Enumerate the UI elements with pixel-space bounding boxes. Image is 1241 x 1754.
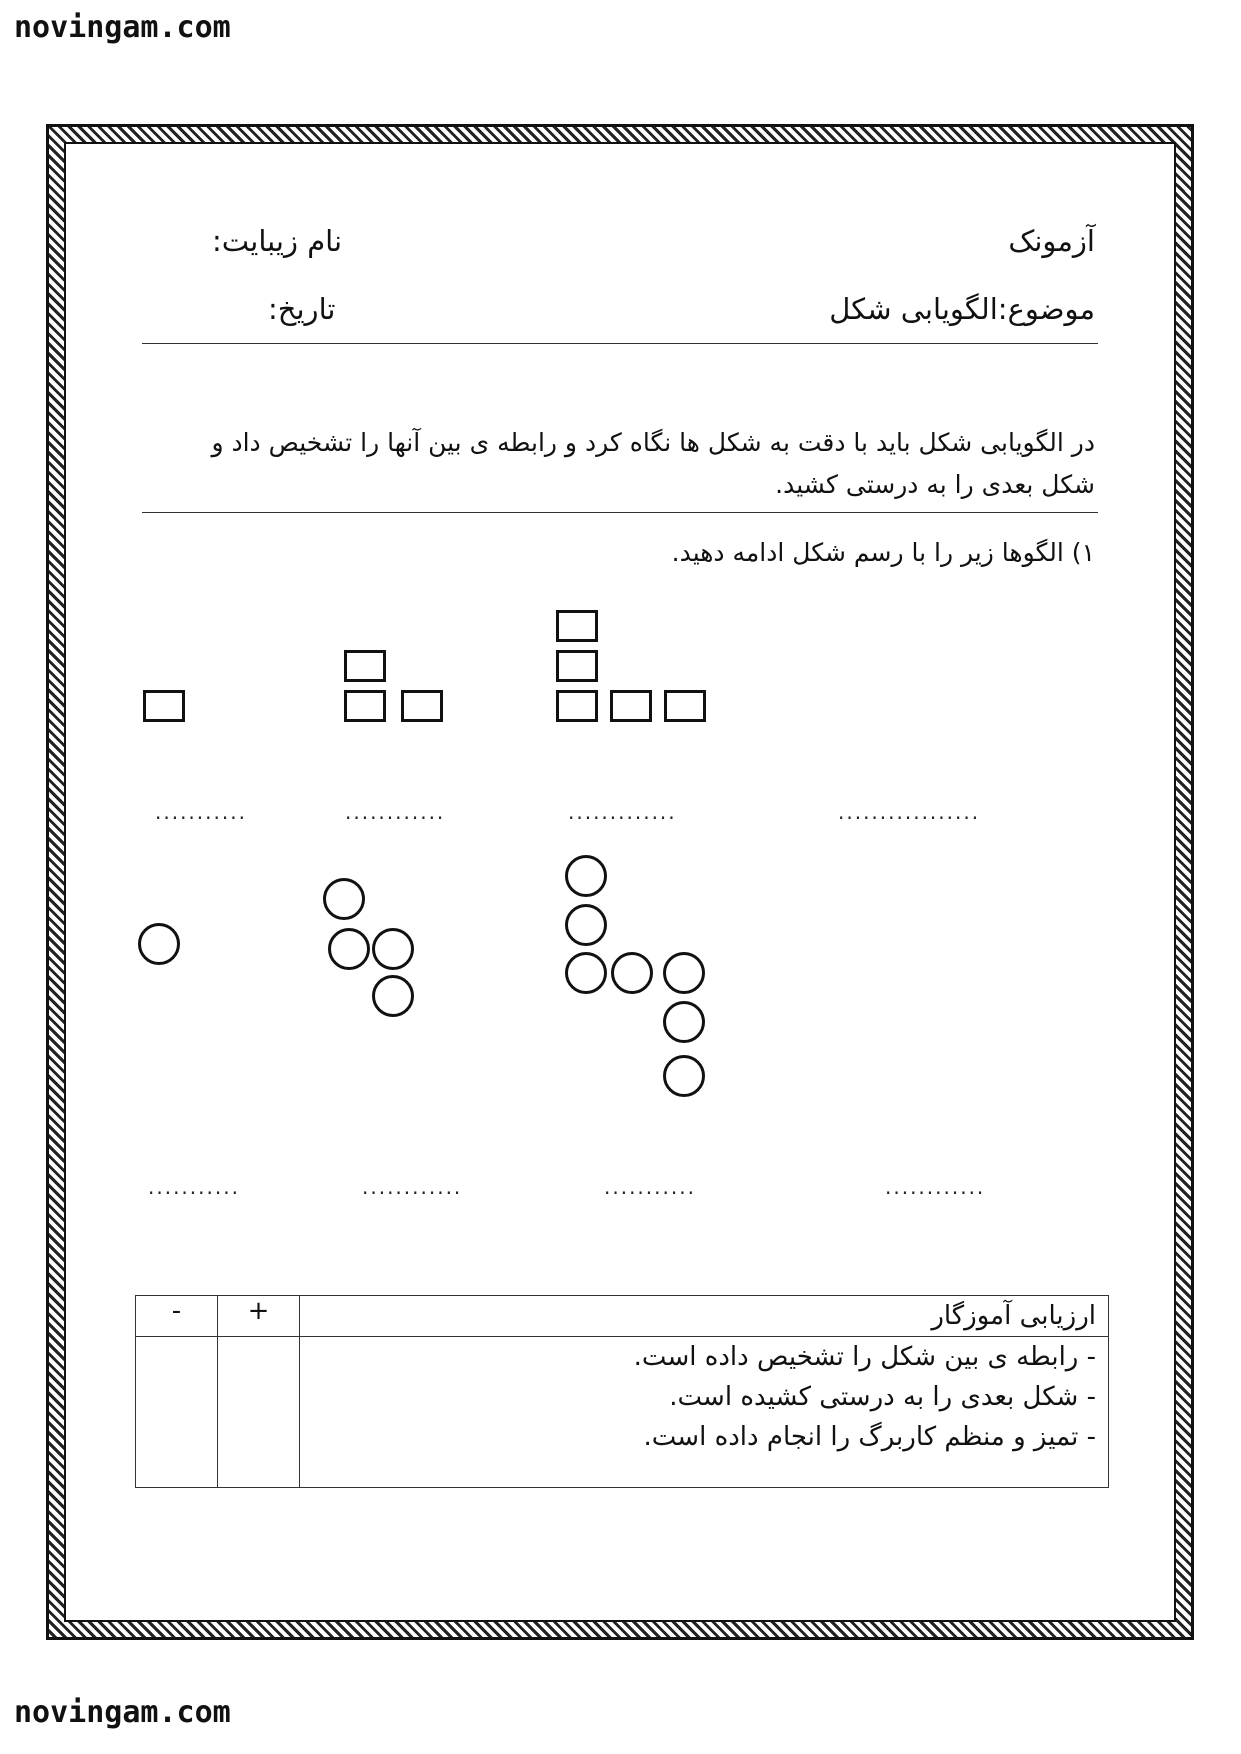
intro-line-1: در الگویابی شکل باید با دقت به شکل ها نگاه کرد و رابطه ی بین آنها را تشخیص داد و [211,428,1095,457]
header-divider [142,343,1098,344]
square-shape [556,650,598,682]
minus-column-header: - [136,1296,218,1337]
evaluation-header: ارزیابی آموزگار [300,1296,1109,1337]
square-shape [556,690,598,722]
circle-shape [663,1001,705,1043]
teacher-evaluation-table [135,1295,1109,1488]
circle-shape [663,1055,705,1097]
circle-shape [565,855,607,897]
criterion-item: - رابطه ی بین شکل را تشخیص داده است. [633,1342,1096,1372]
watermark-bottom: novingam.com [14,1695,231,1730]
intro-line-2: شکل بعدی را به درستی کشید. [775,470,1095,499]
question-1: ۱) الگوها زیر را با رسم شکل ادامه دهید. [671,538,1095,567]
plus-check-cell[interactable] [218,1337,300,1488]
topic-label: موضوع:الگویابی شکل [829,292,1095,326]
circle-shape [611,952,653,994]
answer-blank[interactable]: ................. [838,800,981,824]
answer-blank[interactable]: ........... [604,1175,696,1199]
answer-blank[interactable]: ........... [155,800,247,824]
square-shape [556,610,598,642]
square-shape [610,690,652,722]
square-shape [344,690,386,722]
answer-blank[interactable]: ........... [148,1175,240,1199]
criteria-cell [300,1337,1109,1488]
answer-blank[interactable]: ............. [568,800,677,824]
answer-blank[interactable]: ............ [885,1175,986,1199]
circle-shape [328,928,370,970]
date-label: تاریخ: [268,292,336,326]
circle-shape [372,975,414,1017]
intro-divider [142,512,1098,513]
square-shape [401,690,443,722]
circle-shape [372,928,414,970]
criterion-item: - شکل بعدی را به درستی کشیده است. [669,1382,1096,1412]
worksheet-title: آزمونک [1008,224,1095,258]
circle-shape [565,952,607,994]
plus-column-header: + [218,1296,300,1337]
name-label: نام زیبایت: [212,224,343,258]
answer-blank[interactable]: ............ [362,1175,463,1199]
circle-shape [663,952,705,994]
criterion-item: - تمیز و منظم کاربرگ را انجام داده است. [643,1422,1096,1452]
circle-shape [138,923,180,965]
watermark-top: novingam.com [14,10,231,45]
circle-shape [323,878,365,920]
minus-check-cell[interactable] [136,1337,218,1488]
square-shape [143,690,185,722]
circle-shape [565,904,607,946]
answer-blank[interactable]: ............ [345,800,446,824]
square-shape [344,650,386,682]
square-shape [664,690,706,722]
